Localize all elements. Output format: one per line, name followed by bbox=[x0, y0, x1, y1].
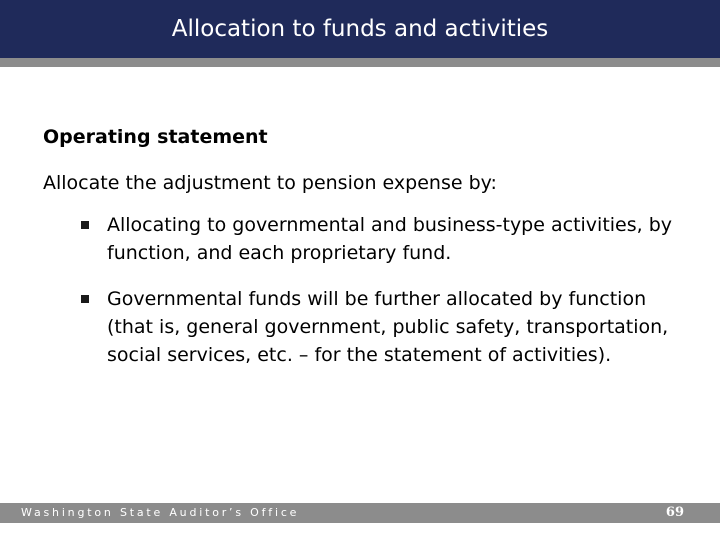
slide-body bbox=[43, 124, 683, 387]
bullet-text: Allocating to governmental and business-type activities, by function, and each proprietary fund. bbox=[107, 214, 673, 264]
slide-footer bbox=[0, 503, 720, 523]
intro-text: Allocate the adjustment to pension expense by: bbox=[43, 172, 497, 194]
slide-title: Allocation to funds and activities bbox=[171, 16, 549, 42]
slide-header bbox=[0, 0, 720, 58]
bullet-list bbox=[43, 211, 683, 369]
page-number: 69 bbox=[665, 505, 684, 520]
header-divider bbox=[0, 58, 720, 67]
square-bullet-icon bbox=[81, 295, 89, 303]
bullet-text: Governmental funds will be further allocated by function (that is, general government, public safety, transportation, social services, etc. – for the statement of activities). bbox=[107, 288, 669, 366]
footer-organization: Washington State Auditor’s Office bbox=[21, 506, 300, 519]
bullet-item bbox=[81, 211, 683, 267]
bullet-item bbox=[81, 285, 683, 369]
square-bullet-icon bbox=[81, 221, 89, 229]
section-heading: Operating statement bbox=[43, 126, 268, 148]
